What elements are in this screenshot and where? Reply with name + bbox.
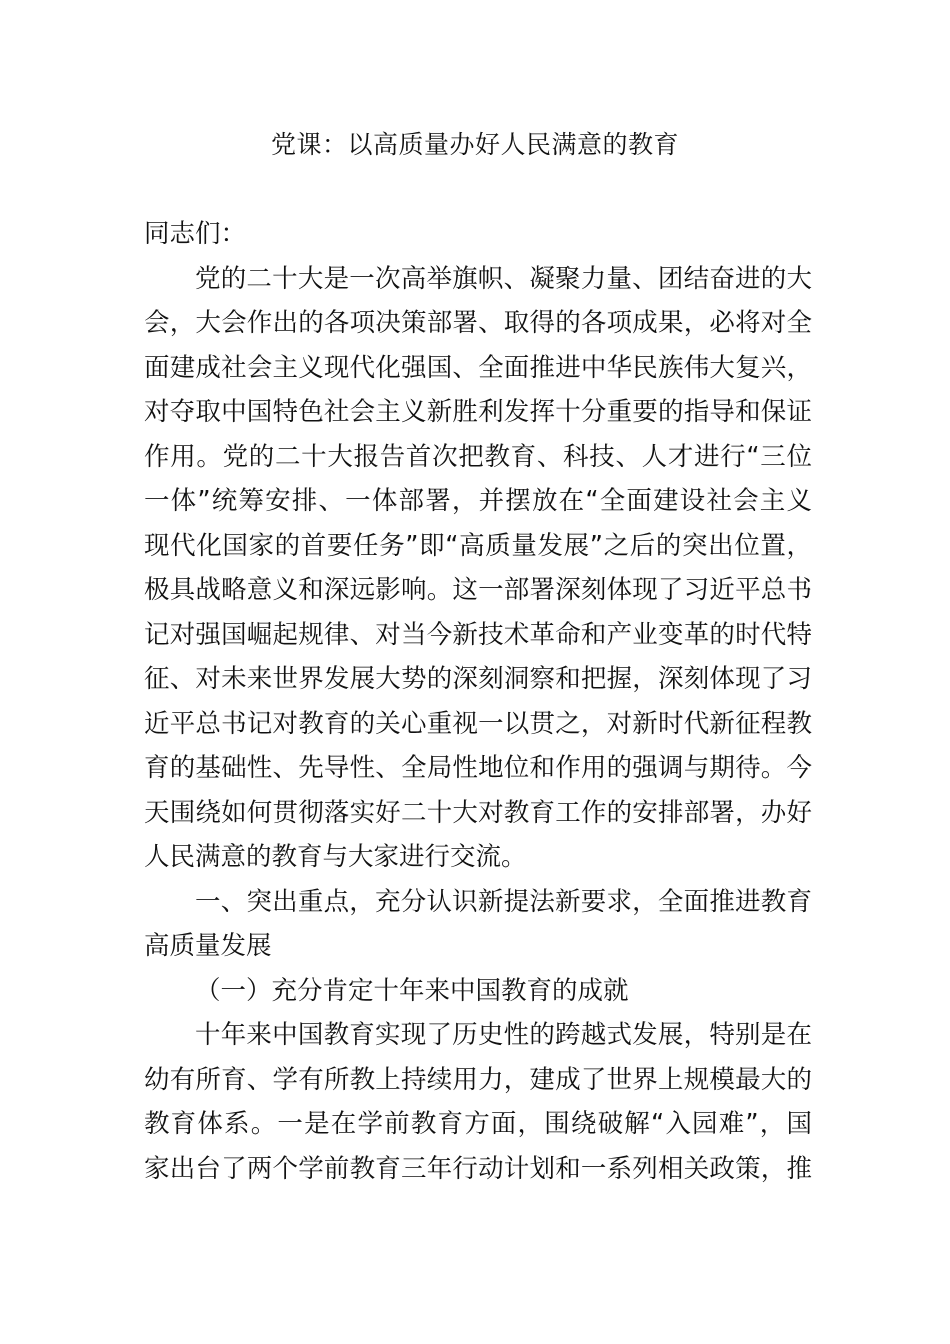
paragraph-line: 征、对未来世界发展大势的深刻洞察和把握，深刻体现了习 — [144, 664, 812, 694]
paragraph-line: 作用。党的二十大报告首次把教育、科技、人才进行“三位 — [144, 441, 812, 472]
document-body — [144, 212, 812, 1191]
document-title: 党课：以高质量办好人民满意的教育 — [270, 130, 679, 159]
paragraph-line: 一体”统筹安排、一体部署，并摆放在“全面建设社会主义 — [144, 486, 812, 516]
paragraph-line: 极具战略意义和深远影响。这一部署深刻体现了习近平总书 — [144, 575, 812, 605]
paragraph-line: 育的基础性、先导性、全局性地位和作用的强调与期待。今 — [144, 753, 812, 783]
paragraph-line: 记对强国崛起规律、对当今新技术革命和产业变革的时代特 — [144, 619, 812, 650]
paragraph-line: 天围绕如何贯彻落实好二十大对教育工作的安排部署，办好 — [144, 797, 812, 828]
subsection-heading: （一）充分肯定十年来中国教育的成就 — [195, 975, 629, 1006]
paragraph-line: 面建成社会主义现代化强国、全面推进中华民族伟大复兴， — [144, 352, 812, 383]
paragraph-line: 现代化国家的首要任务”即“高质量发展”之后的突出位置， — [144, 530, 812, 561]
paragraph-line: 幼有所育、学有所教上持续用力，建成了世界上规模最大的 — [144, 1064, 812, 1095]
salutation: 同志们： — [144, 219, 247, 249]
paragraph-line: 家出台了两个学前教育三年行动计划和一系列相关政策，推 — [144, 1153, 812, 1184]
paragraph-line: 党的二十大是一次高举旗帜、凝聚力量、团结奋进的大 — [195, 263, 812, 294]
paragraph-line: 教育体系。一是在学前教育方面，围绕破解“入园难”，国 — [144, 1109, 812, 1139]
section-heading-line: 一、突出重点，充分认识新提法新要求，全面推进教育 — [195, 886, 812, 917]
paragraph-line: 人民满意的教育与大家进行交流。 — [144, 842, 527, 872]
paragraph-line: 近平总书记对教育的关心重视一以贯之，对新时代新征程教 — [144, 708, 812, 739]
paragraph-line: 会，大会作出的各项决策部署、取得的各项成果，必将对全 — [144, 308, 812, 338]
section-heading-line: 高质量发展 — [144, 931, 272, 961]
paragraph-line: 对夺取中国特色社会主义新胜利发挥十分重要的指导和保证 — [144, 397, 812, 427]
paragraph-line: 十年来中国教育实现了历史性的跨越式发展，特别是在 — [195, 1020, 812, 1050]
